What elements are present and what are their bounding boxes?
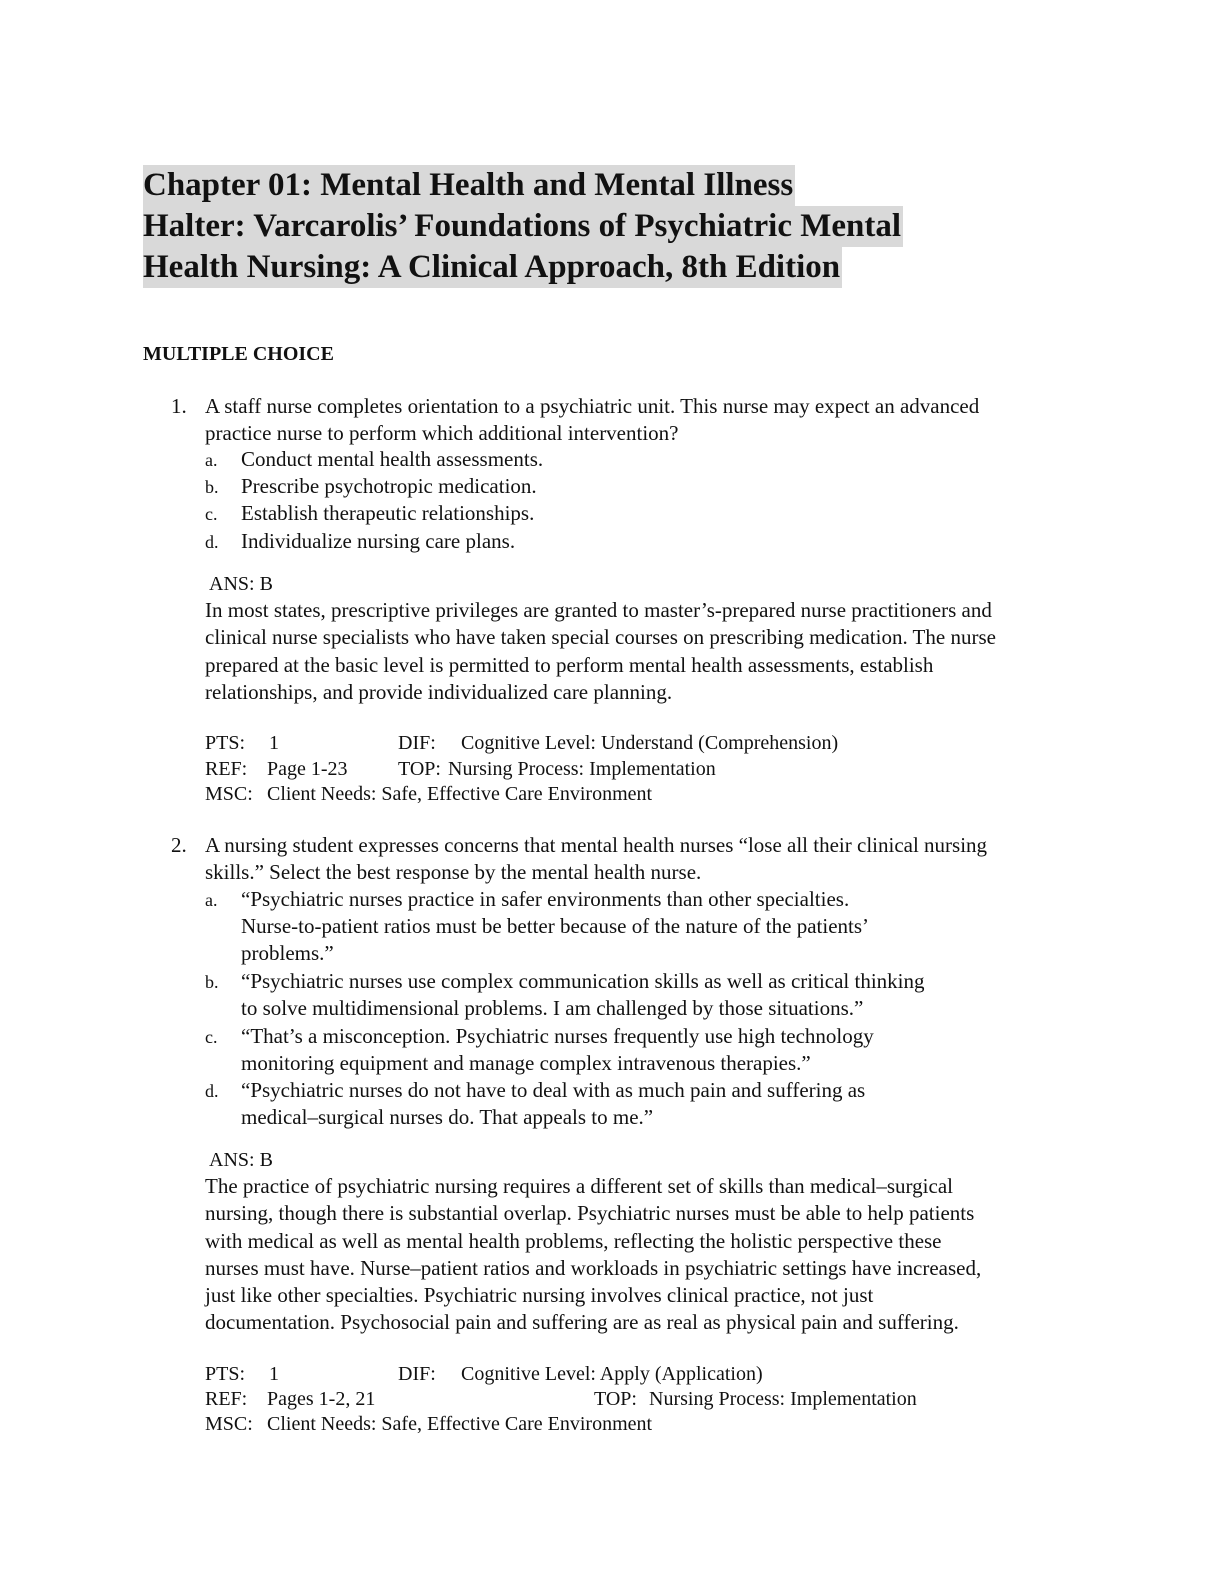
- option-letter-a: a.: [205, 450, 218, 470]
- option-b: Prescribe psychotropic medication.: [241, 474, 537, 498]
- top-value: Nursing Process: Implementation: [448, 758, 716, 780]
- rationale-line: relationships, and provide individualized care planning.: [205, 679, 673, 704]
- option-c: Establish therapeutic relationships.: [241, 501, 535, 525]
- question-stem: [205, 832, 987, 886]
- pts-value: 1: [269, 1363, 279, 1385]
- option-line: medical–surgical nurses do. That appeals to me.”: [241, 1105, 654, 1129]
- rationale-line: nurses must have. Nurse–patient ratios and workloads in psychiatric settings have increased,: [205, 1255, 982, 1280]
- question-stem: [205, 393, 979, 447]
- option-line: to solve multidimensional problems. I am challenged by those situations.”: [241, 996, 864, 1020]
- dif-value: Cognitive Level: Apply (Application): [461, 1363, 763, 1385]
- rationale-line: documentation. Psychosocial pain and suffering are as real as physical pain and suffering.: [205, 1310, 959, 1335]
- pts-value: 1: [269, 732, 279, 754]
- option-letter-c: c.: [205, 1027, 218, 1047]
- question-number: 2.: [171, 833, 187, 857]
- option-letter-b: b.: [205, 972, 219, 992]
- stem-line: A nursing student expresses concerns that mental health nurses “lose all their clinical nursing: [205, 833, 988, 857]
- top-value: Nursing Process: Implementation: [649, 1388, 917, 1410]
- answer-value: B: [259, 573, 273, 595]
- option-a: [241, 886, 869, 967]
- option-b: [241, 968, 925, 1022]
- title-line-2: Halter: Varcarolis’ Foundations of Psychiatric Mental: [143, 206, 903, 247]
- option-line: Nurse-to-patient ratios must be better because of the nature of the patients’: [241, 914, 870, 938]
- stem-line: practice nurse to perform which additional intervention?: [205, 421, 679, 445]
- option-line: “That’s a misconception. Psychiatric nurses frequently use high technology: [241, 1024, 874, 1048]
- option-line: monitoring equipment and manage complex intravenous therapies.”: [241, 1051, 811, 1075]
- ref-value: Pages 1-2, 21: [267, 1388, 376, 1410]
- option-letter-d: d.: [205, 532, 219, 552]
- option-line: “Psychiatric nurses do not have to deal with as much pain and suffering as: [241, 1078, 866, 1102]
- section-heading: MULTIPLE CHOICE: [143, 343, 334, 365]
- title-line: [143, 165, 903, 206]
- ref-label: REF:: [205, 758, 248, 780]
- option-a: Conduct mental health assessments.: [241, 447, 544, 471]
- question-number: 1.: [171, 394, 187, 418]
- pts-label: PTS:: [205, 1363, 246, 1385]
- option-letter-c: c.: [205, 504, 218, 524]
- stem-line: skills.” Select the best response by the mental health nurse.: [205, 860, 702, 884]
- msc-label: MSC:: [205, 1413, 253, 1435]
- option-line: problems.”: [241, 941, 334, 965]
- top-label: TOP:: [398, 758, 441, 780]
- msc-label: MSC:: [205, 783, 253, 805]
- title-line: [143, 247, 903, 288]
- option-line: “Psychiatric nurses use complex communication skills as well as critical thinking: [241, 969, 925, 993]
- title-line-1: Chapter 01: Mental Health and Mental Illness: [143, 165, 795, 206]
- ref-value: Page 1-23: [267, 758, 348, 780]
- answer-line: [209, 572, 273, 596]
- answer-line: [209, 1148, 273, 1172]
- dif-label: DIF:: [398, 1363, 436, 1385]
- option-letter-b: b.: [205, 477, 219, 497]
- ref-label: REF:: [205, 1388, 248, 1410]
- title-line-3: Health Nursing: A Clinical Approach, 8th Edition: [143, 247, 842, 288]
- option-letter-a: a.: [205, 890, 218, 910]
- top-label: TOP:: [594, 1388, 637, 1410]
- rationale-line: with medical as well as mental health problems, reflecting the holistic perspective these: [205, 1228, 942, 1253]
- rationale-line: just like other specialties. Psychiatric nursing involves clinical practice, not just: [205, 1283, 874, 1308]
- rationale-line: nursing, though there is substantial overlap. Psychiatric nurses must be able to help patients: [205, 1201, 975, 1226]
- option-letter-d: d.: [205, 1081, 219, 1101]
- rationale-line: prepared at the basic level is permitted to perform mental health assessments, establish: [205, 652, 934, 677]
- pts-label: PTS:: [205, 732, 246, 754]
- rationale-line: In most states, prescriptive privileges are granted to master’s-prepared nurse practitioners and: [205, 598, 992, 622]
- stem-line: A staff nurse completes orientation to a psychiatric unit. This nurse may expect an advanced: [205, 394, 980, 418]
- rationale: [205, 1173, 981, 1337]
- chapter-title: [143, 165, 903, 288]
- rationale-line: The practice of psychiatric nursing requires a different set of skills than medical–surgical: [205, 1174, 953, 1198]
- msc-value: Client Needs: Safe, Effective Care Environment: [267, 1413, 653, 1435]
- option-c: [241, 1023, 874, 1077]
- msc-value: Client Needs: Safe, Effective Care Environment: [267, 783, 653, 805]
- answer-value: B: [259, 1149, 273, 1171]
- rationale: [205, 597, 996, 706]
- option-d: [241, 1077, 865, 1131]
- answer-label: ANS:: [209, 573, 255, 595]
- title-line: [143, 206, 903, 247]
- option-d: Individualize nursing care plans.: [241, 529, 516, 553]
- option-line: “Psychiatric nurses practice in safer environments than other specialties.: [241, 887, 850, 911]
- rationale-line: clinical nurse specialists who have taken special courses on prescribing medication. The nurse: [205, 625, 996, 650]
- answer-label: ANS:: [209, 1149, 255, 1171]
- dif-label: DIF:: [398, 732, 436, 754]
- dif-value: Cognitive Level: Understand (Comprehension): [461, 732, 839, 754]
